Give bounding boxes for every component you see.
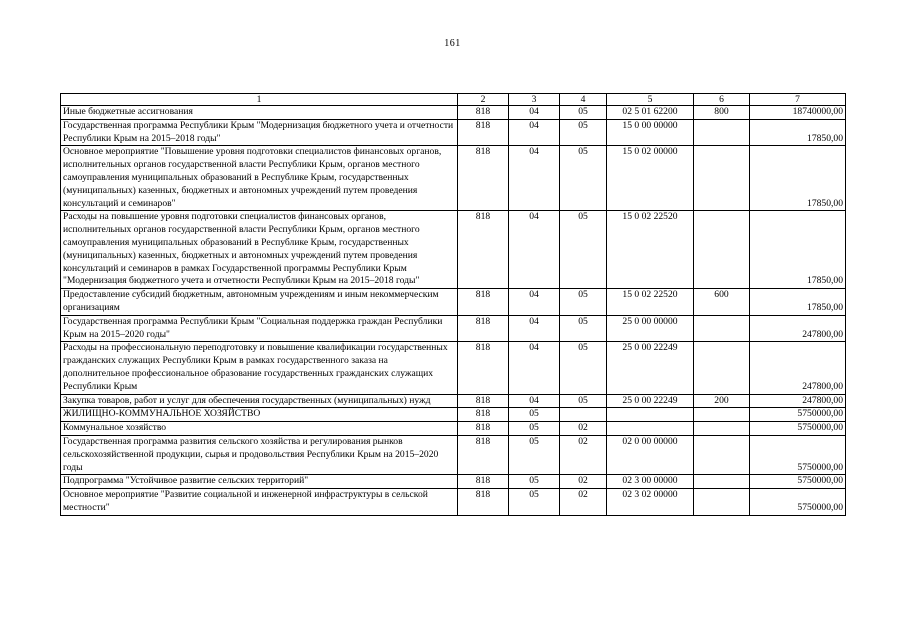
- row-grbs-cell: 818: [458, 394, 509, 408]
- table-row: [61, 211, 846, 289]
- row-section-cell: 04: [509, 289, 560, 316]
- row-grbs-cell: 818: [458, 489, 509, 516]
- row-subsection-cell: 05: [560, 146, 607, 211]
- row-grbs-cell: 818: [458, 422, 509, 436]
- row-sum-cell: 5750000,00: [750, 489, 846, 516]
- row-grbs-cell: 818: [458, 211, 509, 289]
- table-row: [61, 315, 846, 342]
- row-section-cell: 05: [509, 408, 560, 422]
- row-expense-type-cell: [694, 475, 750, 489]
- row-expense-type-cell: 200: [694, 394, 750, 408]
- header-cell-5: 5: [607, 94, 694, 106]
- header-cell-6: 6: [694, 94, 750, 106]
- row-name-cell: Расходы на профессиональную переподготовку и повышение квалификации государственных гражданских служащих Республики Крым в рамках государственного заказа на дополнительное профессиональное образование государственных гражданских служащих Республики Крым: [61, 342, 458, 394]
- table-row: [61, 435, 846, 474]
- table-row: [61, 422, 846, 436]
- row-section-cell: 04: [509, 342, 560, 394]
- budget-table: [60, 93, 846, 516]
- row-subsection-cell: 05: [560, 119, 607, 146]
- table-body: [61, 94, 846, 516]
- row-sum-cell: 18740000,00: [750, 106, 846, 120]
- row-subsection-cell: 05: [560, 106, 607, 120]
- row-target-code-cell: [607, 408, 694, 422]
- row-sum-cell: 247800,00: [750, 315, 846, 342]
- table-header-row: [61, 94, 846, 106]
- table-row: [61, 119, 846, 146]
- row-subsection-cell: 02: [560, 422, 607, 436]
- row-target-code-cell: [607, 422, 694, 436]
- row-name-cell: Государственная программа Республики Крым "Социальная поддержка граждан Республики Крым на 2015–2020 годы": [61, 315, 458, 342]
- row-sum-cell: 5750000,00: [750, 435, 846, 474]
- row-target-code-cell: 25 0 00 22249: [607, 342, 694, 394]
- row-grbs-cell: 818: [458, 289, 509, 316]
- row-grbs-cell: 818: [458, 342, 509, 394]
- row-expense-type-cell: [694, 315, 750, 342]
- table-row: [61, 489, 846, 516]
- row-section-cell: 04: [509, 146, 560, 211]
- row-subsection-cell: 05: [560, 342, 607, 394]
- table-row: [61, 475, 846, 489]
- row-name-cell: Государственная программа Республики Крым "Модернизация бюджетного учета и отчетности Республики Крым на 2015–2018 годы": [61, 119, 458, 146]
- row-grbs-cell: 818: [458, 106, 509, 120]
- row-expense-type-cell: [694, 211, 750, 289]
- row-expense-type-cell: 600: [694, 289, 750, 316]
- row-sum-cell: 5750000,00: [750, 408, 846, 422]
- row-grbs-cell: 818: [458, 475, 509, 489]
- row-subsection-cell: 05: [560, 289, 607, 316]
- table-row: [61, 146, 846, 211]
- row-grbs-cell: 818: [458, 435, 509, 474]
- table-row: [61, 289, 846, 316]
- header-cell-1: 1: [61, 94, 458, 106]
- row-target-code-cell: 02 3 00 00000: [607, 475, 694, 489]
- header-cell-2: 2: [458, 94, 509, 106]
- row-subsection-cell: 02: [560, 435, 607, 474]
- row-expense-type-cell: [694, 342, 750, 394]
- row-target-code-cell: 25 0 00 00000: [607, 315, 694, 342]
- page-number: 161: [444, 38, 461, 49]
- row-target-code-cell: 25 0 00 22249: [607, 394, 694, 408]
- row-target-code-cell: 15 0 02 00000: [607, 146, 694, 211]
- row-section-cell: 04: [509, 211, 560, 289]
- row-target-code-cell: 02 5 01 62200: [607, 106, 694, 120]
- row-target-code-cell: 15 0 02 22520: [607, 211, 694, 289]
- row-name-cell: Государственная программа развития сельского хозяйства и регулирования рынков сельскохозяйственной продукции, сырья и продовольствия Республики Крым на 2015–2020 годы: [61, 435, 458, 474]
- row-section-cell: 05: [509, 489, 560, 516]
- row-sum-cell: 17850,00: [750, 289, 846, 316]
- row-name-cell: Основное мероприятие "Развитие социальной и инженерной инфраструктуры в сельской местности": [61, 489, 458, 516]
- row-sum-cell: 17850,00: [750, 146, 846, 211]
- row-name-cell: Основное мероприятие "Повышение уровня подготовки специалистов финансовых органов, исполнительных органов государственной власти Республики Крым, органов местного самоуправления муниципальных образований в Республике Крым, государственных (муниципальных) казенных, бюджетных и автономных учреждений путем проведения консультаций и семинаров": [61, 146, 458, 211]
- row-section-cell: 04: [509, 106, 560, 120]
- row-sum-cell: 5750000,00: [750, 475, 846, 489]
- header-cell-7: 7: [750, 94, 846, 106]
- row-section-cell: 05: [509, 422, 560, 436]
- row-name-cell: Предоставление субсидий бюджетным, автономным учреждениям и иным некоммерческим организациям: [61, 289, 458, 316]
- row-target-code-cell: 15 0 02 22520: [607, 289, 694, 316]
- header-cell-4: 4: [560, 94, 607, 106]
- row-name-cell: ЖИЛИЩНО-КОММУНАЛЬНОЕ ХОЗЯЙСТВО: [61, 408, 458, 422]
- row-section-cell: 05: [509, 475, 560, 489]
- row-target-code-cell: 15 0 00 00000: [607, 119, 694, 146]
- row-subsection-cell: 05: [560, 211, 607, 289]
- row-subsection-cell: 02: [560, 489, 607, 516]
- row-subsection-cell: 05: [560, 315, 607, 342]
- row-expense-type-cell: [694, 435, 750, 474]
- row-expense-type-cell: [694, 146, 750, 211]
- row-target-code-cell: 02 3 02 00000: [607, 489, 694, 516]
- table-row: [61, 394, 846, 408]
- row-sum-cell: 247800,00: [750, 394, 846, 408]
- row-expense-type-cell: [694, 489, 750, 516]
- row-expense-type-cell: [694, 119, 750, 146]
- row-subsection-cell: [560, 408, 607, 422]
- row-expense-type-cell: 800: [694, 106, 750, 120]
- table-row: [61, 106, 846, 120]
- header-cell-3: 3: [509, 94, 560, 106]
- row-name-cell: Подпрограмма "Устойчивое развитие сельских территорий": [61, 475, 458, 489]
- row-name-cell: Коммунальное хозяйство: [61, 422, 458, 436]
- row-section-cell: 04: [509, 315, 560, 342]
- row-target-code-cell: 02 0 00 00000: [607, 435, 694, 474]
- row-sum-cell: 247800,00: [750, 342, 846, 394]
- row-name-cell: Иные бюджетные ассигнования: [61, 106, 458, 120]
- row-section-cell: 04: [509, 394, 560, 408]
- table-row: [61, 342, 846, 394]
- row-sum-cell: 17850,00: [750, 211, 846, 289]
- row-name-cell: Расходы на повышение уровня подготовки специалистов финансовых органов, исполнительных органов государственной власти Республики Крым, органов местного самоуправления муниципальных образований в Республике Крым, государственных (муниципальных) казенных, бюджетных и автономных учреждений путем проведения консультаций и семинаров в рамках Государственной программы Республики Крым "Модернизация бюджетного учета и отчетности Республики Крым на 2015–2018 годы": [61, 211, 458, 289]
- row-sum-cell: 5750000,00: [750, 422, 846, 436]
- row-grbs-cell: 818: [458, 315, 509, 342]
- row-sum-cell: 17850,00: [750, 119, 846, 146]
- row-name-cell: Закупка товаров, работ и услуг для обеспечения государственных (муниципальных) нужд: [61, 394, 458, 408]
- row-grbs-cell: 818: [458, 408, 509, 422]
- row-grbs-cell: 818: [458, 119, 509, 146]
- row-expense-type-cell: [694, 408, 750, 422]
- row-grbs-cell: 818: [458, 146, 509, 211]
- table-row: [61, 408, 846, 422]
- row-subsection-cell: 05: [560, 394, 607, 408]
- row-section-cell: 05: [509, 435, 560, 474]
- row-subsection-cell: 02: [560, 475, 607, 489]
- row-section-cell: 04: [509, 119, 560, 146]
- row-expense-type-cell: [694, 422, 750, 436]
